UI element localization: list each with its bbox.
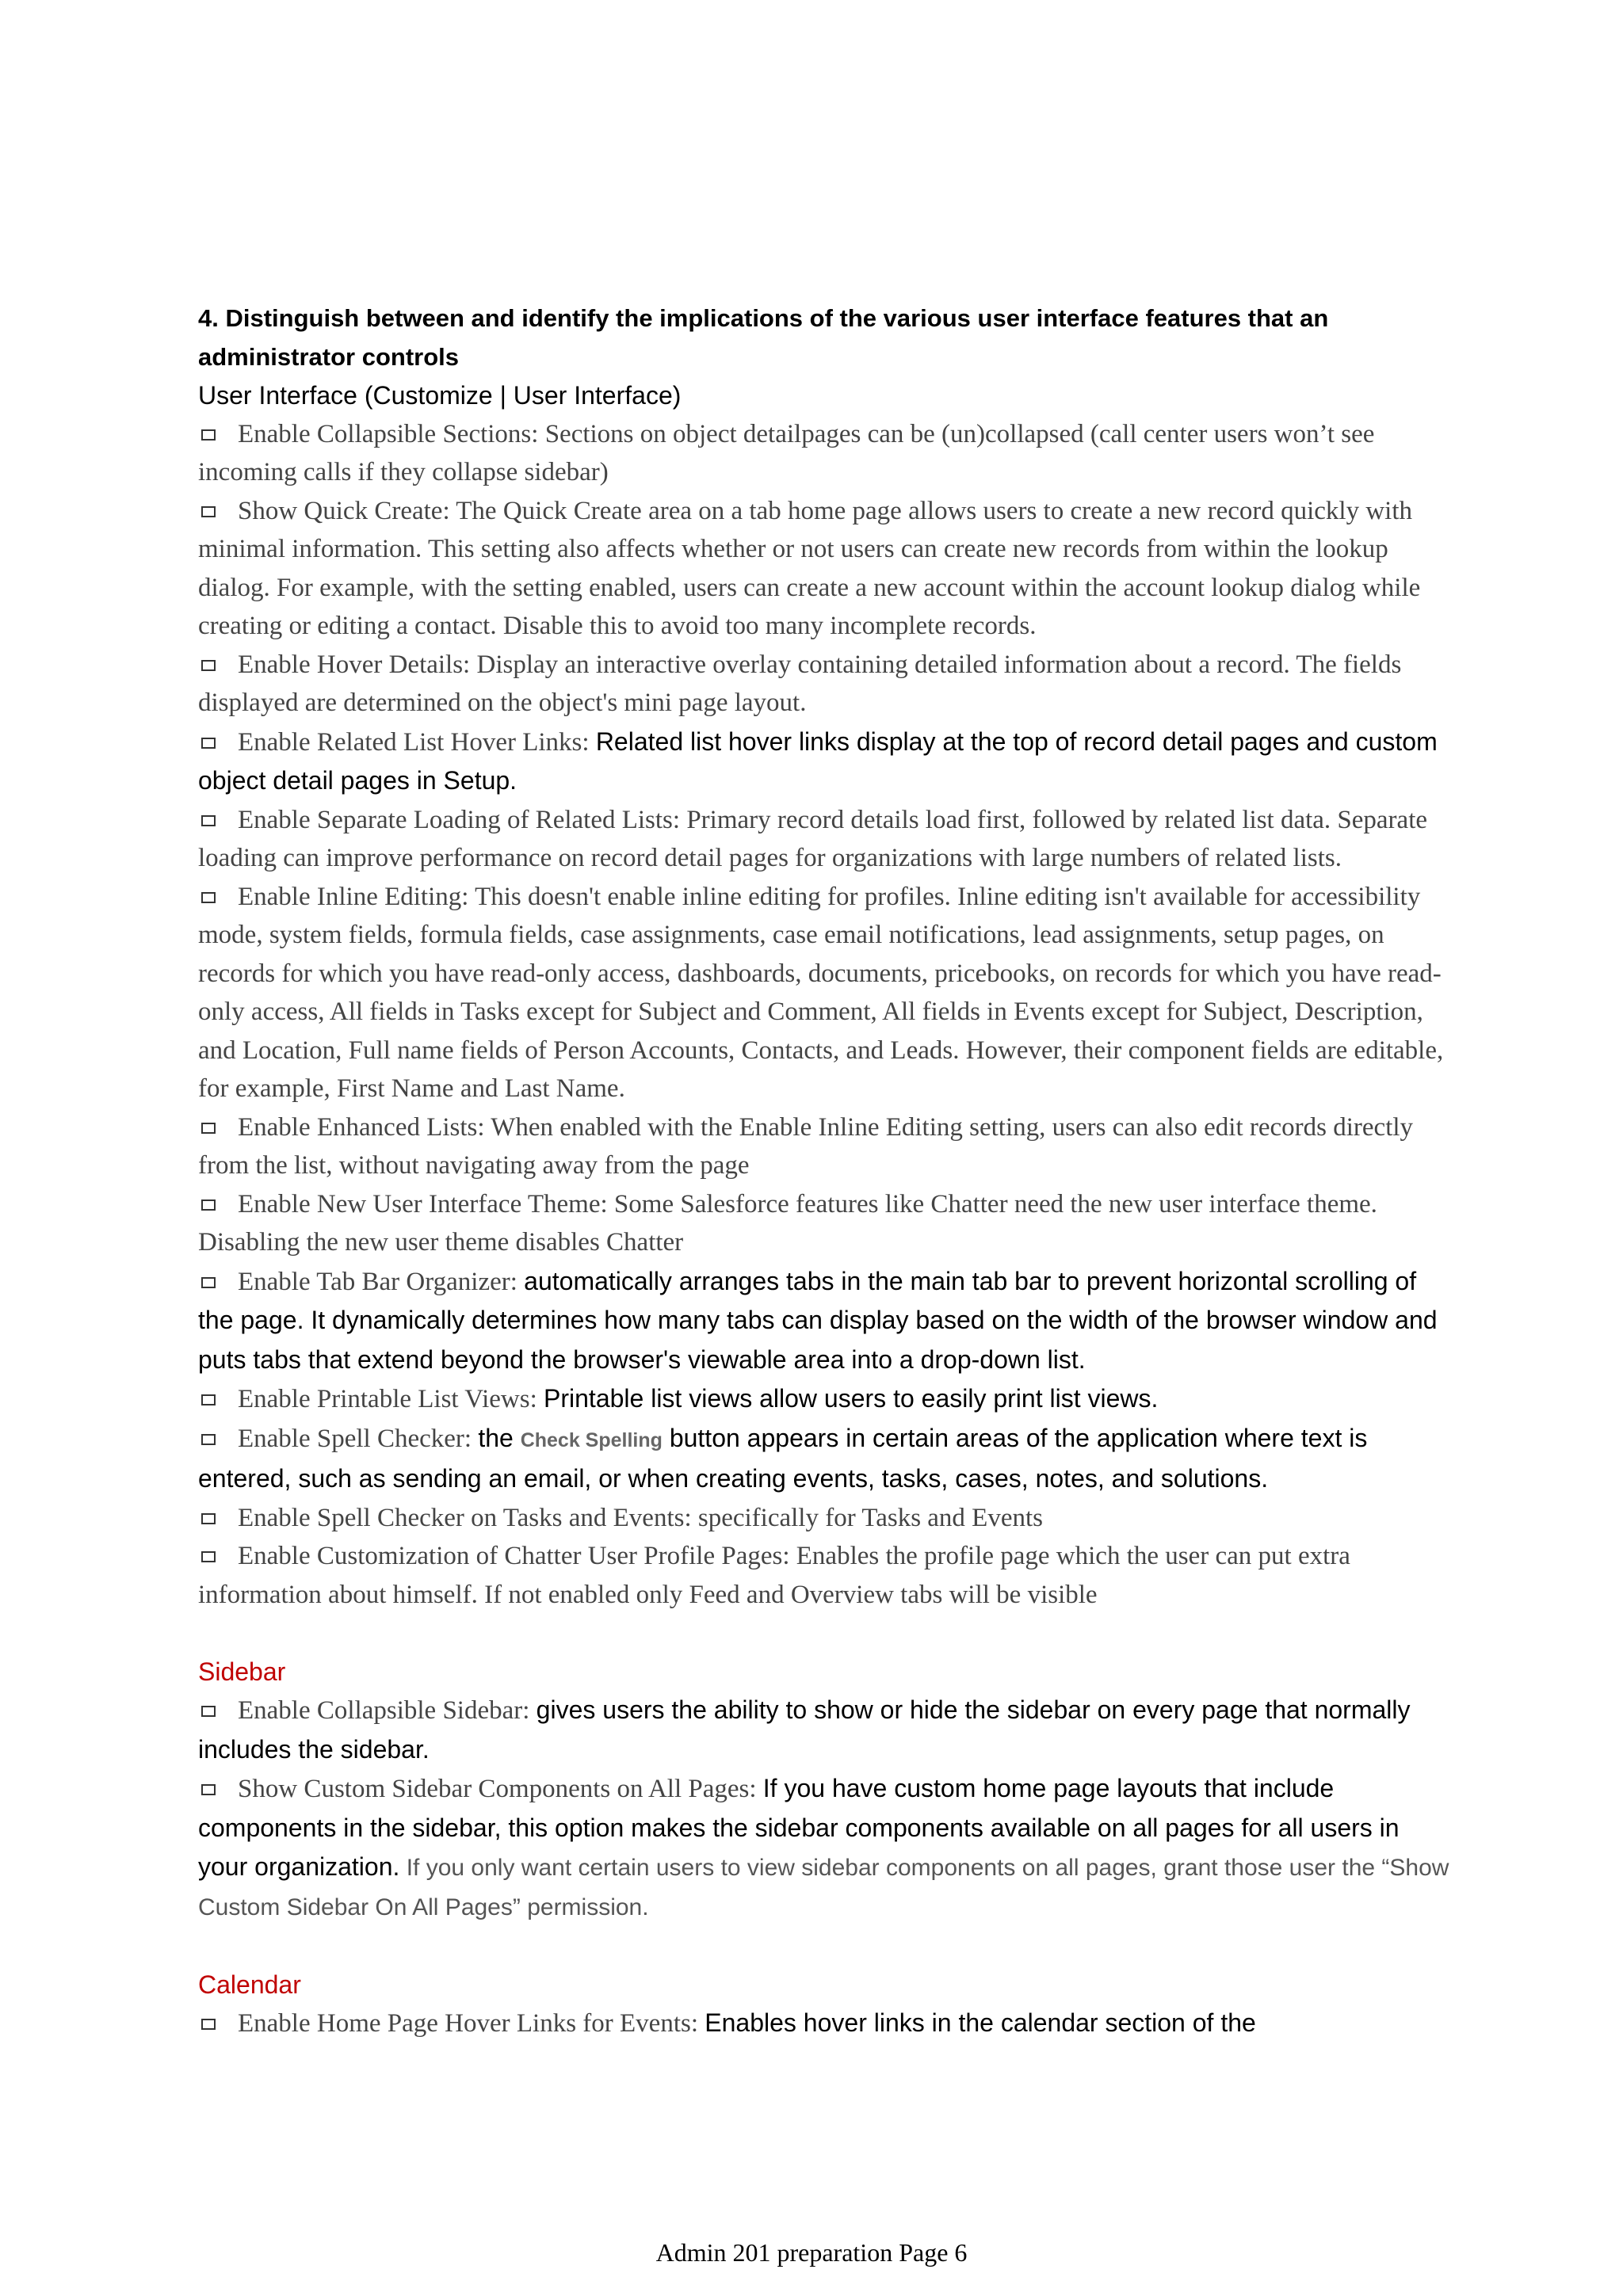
page-footer: Admin 201 preparation Page 6 [655, 2238, 968, 2267]
checkbox-bullet-icon [201, 1551, 216, 1562]
checkbox-bullet-icon [201, 1394, 216, 1405]
calendar-section-title: Calendar [198, 1970, 301, 1999]
item-text-pre: the [478, 1423, 521, 1452]
section-heading: 4. Distinguish between and identify the implications of the various user interface features that an administrator controls [198, 304, 1329, 371]
checkbox-bullet-icon [201, 506, 216, 517]
checkbox-bullet-icon [201, 429, 216, 441]
item-text: Related list hover links display at the top of record detail pages and custom object detail pages in Setup. [198, 727, 1438, 795]
checkbox-bullet-icon [201, 1513, 216, 1524]
item-label: Enable Home Page Hover Links for Events: [238, 2009, 705, 2038]
list-item [198, 1419, 1450, 1499]
list-item [198, 1262, 1450, 1380]
item-label: Enable Customization of Chatter User Profile Pages: [238, 1542, 796, 1570]
item-label: Enable Related List Hover Links: [238, 727, 596, 757]
list-item [198, 723, 1450, 801]
item-text: Enables the profile page which the user can put extra information about himself. If not enabled only Feed and Overview tabs will be visible [198, 1542, 1350, 1609]
item-text: If you have custom home page layouts that include components in the sidebar, this option makes the sidebar components available on all pages for all users in your organization. [198, 1774, 1400, 1881]
item-text: button appears in certain areas of the application where text is entered, such as sending an email, or when creating events, tasks, cases, notes, and solutions. [198, 1423, 1368, 1493]
item-text: When enabled with the Enable Inline Editing setting, users can also edit records directly from the list, without navigating away from the page [198, 1112, 1414, 1180]
item-text: automatically arranges tabs in the main tab bar to prevent horizontal scrolling of the page. It dynamically determines how many tabs can display based on the width of the browser window and puts tabs that extend beyond the browser's viewable area into a drop-down list. [198, 1266, 1438, 1374]
list-item [198, 1691, 1450, 1769]
list-item [198, 1499, 1450, 1538]
checkbox-bullet-icon [201, 815, 216, 826]
list-item [198, 492, 1450, 646]
item-text: This doesn't enable inline editing for profiles. Inline editing isn't available for accessibility mode, system fields, formula fields, case assignments, case email notifications, lead assignments, setup pages, on records for which you have read-only access, dashboards, documents, pricebooks, on records for which you have read-only access, All fields in Tasks except for Subject and Comment, All fields in Events except for Subject, Description, and Location, Full name fields of Person Accounts, Contacts, and Leads. However, their component fields are editable, for example, First Name and Last Name. [198, 882, 1444, 1103]
item-text: gives users the ability to show or hide the sidebar on every page that normally includes the sidebar. [198, 1695, 1411, 1764]
list-item [198, 415, 1450, 492]
checkbox-bullet-icon [201, 1434, 216, 1445]
item-label: Show Quick Create: [238, 496, 456, 525]
list-item [198, 1537, 1450, 1614]
list-item [198, 1185, 1450, 1262]
list-item [198, 1769, 1450, 1927]
checkbox-bullet-icon [201, 1277, 216, 1288]
list-item [198, 1108, 1450, 1185]
checkbox-bullet-icon [201, 2019, 216, 2030]
item-text: specifically for Tasks and Events [697, 1503, 1043, 1532]
item-text: The Quick Create area on a tab home page allows users to create a new record quickly with minimal information. This setting also affects whether or not users can create new records from within the lookup dialog. For example, with the setting enabled, users can create a new account within the account lookup dialog while creating or editing a contact. Disable this to avoid too many incomplete records. [198, 496, 1421, 640]
list-item [198, 1379, 1450, 1419]
item-label: Enable New User Interface Theme: [238, 1189, 614, 1219]
section-subheading: User Interface (Customize | User Interface) [198, 381, 682, 410]
list-item [198, 878, 1450, 1108]
item-text: Some Salesforce features like Chatter need the new user interface theme. Disabling the new user theme disables Chatter [198, 1189, 1377, 1257]
list-item [198, 646, 1450, 723]
item-text: Display an interactive overlay containing detailed information about a record. The fields displayed are determined on the object's mini page layout. [198, 650, 1402, 717]
item-label: Enable Tab Bar Organizer: [238, 1267, 525, 1296]
checkbox-bullet-icon [201, 1123, 216, 1134]
document-page [198, 299, 1450, 2043]
item-text: Printable list views allow users to easily print list views. [544, 1384, 1159, 1413]
checkbox-bullet-icon [201, 738, 216, 749]
item-label: Show Custom Sidebar Components on All Pages: [238, 1775, 763, 1803]
item-text: Sections on object detailpages can be (un)collapsed (call center users won’t see incoming calls if they collapse sidebar) [198, 419, 1375, 486]
list-item [198, 801, 1450, 878]
item-label: Enable Enhanced Lists: [238, 1112, 491, 1142]
item-note: If you only want certain users to view sidebar components on all pages, grant those user the “Show Custom Sidebar On All Pages” permission. [198, 1855, 1449, 1920]
check-spelling-button-name: Check Spelling [520, 1428, 663, 1451]
item-label: Enable Hover Details: [238, 650, 477, 679]
checkbox-bullet-icon [201, 892, 216, 903]
item-label: Enable Printable List Views: [238, 1385, 544, 1413]
item-label: Enable Collapsible Sections: [238, 419, 545, 448]
checkbox-bullet-icon [201, 1706, 216, 1717]
item-label: Enable Spell Checker on Tasks and Events: [238, 1503, 698, 1532]
item-label: Enable Inline Editing: [238, 882, 475, 911]
checkbox-bullet-icon [201, 660, 216, 671]
item-label: Enable Collapsible Sidebar: [238, 1696, 537, 1725]
list-item [198, 2004, 1450, 2043]
item-label: Enable Separate Loading of Related Lists: [238, 805, 687, 834]
sidebar-section-title: Sidebar [198, 1657, 286, 1686]
checkbox-bullet-icon [201, 1199, 216, 1211]
checkbox-bullet-icon [201, 1784, 216, 1795]
item-label: Enable Spell Checker: [238, 1424, 479, 1453]
item-text: Enables hover links in the calendar section of the [705, 2008, 1256, 2037]
item-text: Primary record details load first, followed by related list data. Separate loading can improve performance on record detail pages for organizations with large numbers of related lists. [198, 805, 1428, 872]
